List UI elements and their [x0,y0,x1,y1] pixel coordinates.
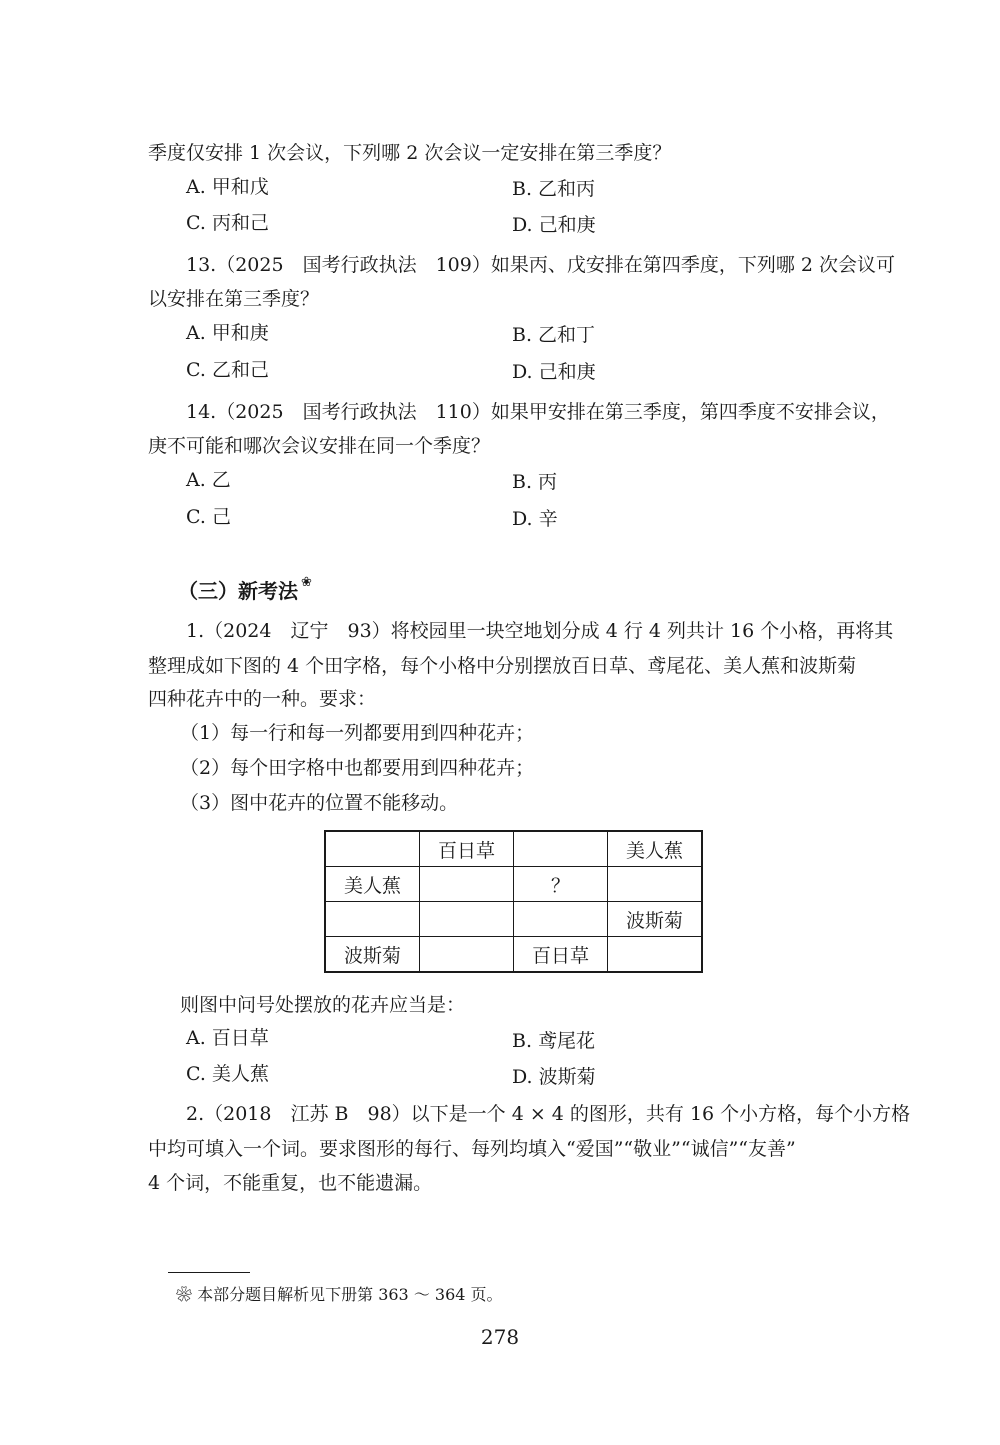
q12-option-c: C. 丙和己 [186,212,269,234]
table-row [325,902,702,937]
q12-option-b: B. 乙和丙 [512,178,596,200]
section-heading [178,566,312,608]
q14-option-c: C. 己 [186,506,231,528]
page-number: 278 [480,1325,520,1349]
grid-cell: 美人蕉 [608,831,703,867]
q12-option-d: D. 己和庚 [512,214,596,236]
table-row [325,937,702,973]
section-title: （三）新考法 [178,579,298,603]
footnote [176,1283,503,1307]
table-row [325,831,702,867]
n1-requirement-3: （3）图中花卉的位置不能移动。 [180,792,459,814]
grid-cell [514,902,608,937]
grid-cell: 美人蕉 [325,867,420,902]
n1-requirement-2: （2）每个田字格中也都要用到四种花卉； [180,757,535,779]
grid-cell-question-mark: ？ [514,867,608,902]
grid-cell [420,867,514,902]
q13-text-line2: 以安排在第三季度？ [148,288,320,310]
footnote-divider [168,1272,250,1273]
grid-cell: 百日草 [514,937,608,973]
q13-option-d: D. 己和庚 [512,361,596,383]
n2-text-line2: 中均可填入一个词。要求图形的每行、每列均填入“爱国”“敬业”“诚信”“友善” [148,1138,796,1160]
q14-text-line2: 庚不可能和哪次会议安排在同一个季度？ [148,435,491,457]
flower-icon: ❀ [301,575,312,590]
q13-option-a: A. 甲和庚 [186,322,269,344]
n1-option-d: D. 波斯菊 [512,1066,596,1088]
grid-cell: 波斯菊 [608,902,703,937]
n1-option-a: A. 百日草 [186,1027,269,1049]
n1-text-line2: 整理成如下图的 4 个田字格，每个小格中分别摆放百日草、鸢尾花、美人蕉和波斯菊 [148,655,857,677]
n1-requirement-1: （1）每一行和每一列都要用到四种花卉； [180,722,535,744]
grid-cell [608,937,703,973]
grid-cell [420,902,514,937]
q12-option-a: A. 甲和戊 [186,176,269,198]
n1-text-line1: 1.（2024 辽宁 93）将校园里一块空地划分成 4 行 4 列共计 16 个小格，再将其 [186,620,894,642]
q12-text: 季度仅安排 1 次会议，下列哪 2 次会议一定安排在第三季度？ [148,142,672,164]
n1-question: 则图中问号处摆放的花卉应当是： [180,994,466,1016]
grid-cell: 波斯菊 [325,937,420,973]
q14-option-b: B. 丙 [512,471,558,493]
n1-text-line3: 四种花卉中的一种。要求： [148,688,377,710]
n1-option-c: C. 美人蕉 [186,1063,269,1085]
grid-cell: 百日草 [420,831,514,867]
q13-option-b: B. 乙和丁 [512,324,596,346]
q13-option-c: C. 乙和己 [186,359,269,381]
q14-option-d: D. 辛 [512,508,558,530]
table-row [325,867,702,902]
footnote-flower-icon: ❀ [176,1285,193,1304]
q14-option-a: A. 乙 [186,469,231,491]
grid-cell [420,937,514,973]
grid-cell [325,831,420,867]
grid-cell [325,902,420,937]
n2-text-line1: 2.（2018 江苏 B 98）以下是一个 4 × 4 的图形，共有 16 个小方格，每个小方格 [186,1103,911,1125]
n1-option-b: B. 鸢尾花 [512,1030,596,1052]
footnote-text: 本部分题目解析见下册第 363 ～ 364 页。 [192,1285,503,1304]
grid-cell [514,831,608,867]
n2-text-line3: 4 个词，不能重复，也不能遗漏。 [148,1172,433,1194]
q14-text-line1: 14.（2025 国考行政执法 110）如果甲安排在第三季度，第四季度不安排会议， [186,401,890,423]
grid-cell [608,867,703,902]
flower-grid-table [324,830,703,973]
q13-text-line1: 13.（2025 国考行政执法 109）如果丙、戊安排在第四季度，下列哪 2 次会议可 [186,254,896,276]
